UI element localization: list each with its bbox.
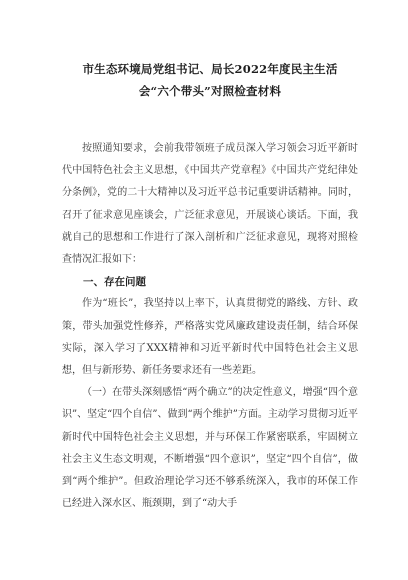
document-title: 市生态环境局党组书记、局长2022年度民主生活会“六个带头”对照检查材料 <box>82 62 338 98</box>
paragraph: 作为“班长”，我坚持以上率下，认真贯彻党的路线、方针、政策，带头加强党性修养，严格落实党风廉政建设责任制，结合环保实际，深入学习了XXX精神和习近平新时代中国特色社会主义思想，但与新形势、新任务要求还有一些差距。 <box>62 298 358 377</box>
section-heading: 一、存在问题 <box>83 276 146 289</box>
paragraph: （一）在带头深刻感悟“两个确立”的决定性意义，增强“四个意识”、坚定“四个自信”、做到“两个维护”方面。主动学习贯彻习近平新时代中国特色社会主义思想，并与环保工作紧密联系，牢固树立社会主义生态文明观，不断增强“四个意识”，坚定“四个自信”，做到“两个维护”。但政治理论学习还不够系统深入，我市的环保工作已经进入深水区、瓶颈期，到了“动大手 <box>62 387 358 510</box>
intro-paragraph: 按照通知要求，会前我带领班子成员深入学习领会习近平新时代中国特色社会主义思想，《中国共产党章程》《中国共产党纪律处分条例》，党的二十大精神以及习近平总书记重要讲话精神。同时，召开了征求意见座谈会，广泛征求意见，开展谈心谈话。下面，我就自己的思想和工作进行了深入剖析和广泛征求意见，现将对照检查情况汇报如下： <box>62 143 358 266</box>
document-body <box>62 138 358 515</box>
